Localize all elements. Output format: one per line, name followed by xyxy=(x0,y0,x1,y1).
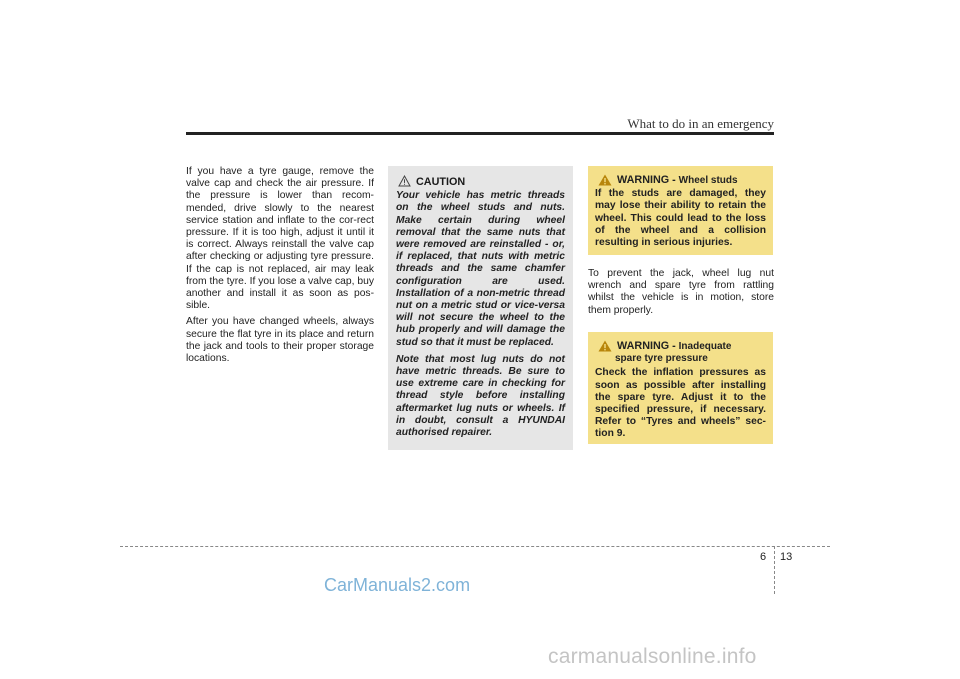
left-column xyxy=(186,166,374,369)
header-rule xyxy=(186,132,774,135)
secure-tyre-paragraph: After you have changed wheels, always secure the flat tyre in its place and return the jack and tools to their proper storage locations. xyxy=(186,316,374,365)
warning-label: WARNING - xyxy=(617,174,676,186)
footer-divider xyxy=(774,546,775,594)
warning-label: WARNING - xyxy=(617,340,676,352)
watermark-carmanuals2[interactable]: CarManuals2.com xyxy=(324,575,471,595)
storage-paragraph: To prevent the jack, wheel lug nut wrench and spare tyre from rattling whilst the vehicle is in motion, store them properly. xyxy=(588,268,774,316)
chapter-number: 6 xyxy=(760,551,767,563)
footer-rule xyxy=(120,546,830,547)
warning-text: If the studs are damaged, they may lose their ability to retain the wheel. This could lead to the loss of the wheel and a collision resulting in serious injuries. xyxy=(595,188,766,249)
page-number: 13 xyxy=(780,551,793,563)
caution-paragraph: Your vehicle has metric threads on the wheel studs and nuts. Make certain during wheel removal that the same nuts that were removed are reinstalled - or, if replaced, that nuts with metric threads and the same chamfer configuration are used. Installation of a non-metric thread nut on a metric stud or vice-versa will not secure the wheel to the hub properly and will damage the stud so that it must be replaced. xyxy=(396,190,565,348)
caution-title: CAUTION xyxy=(416,176,466,188)
warning-box-wheel-studs xyxy=(588,166,773,255)
warning-subject: Inadequate xyxy=(678,341,732,352)
tyre-gauge-paragraph: If you have a tyre gauge, remove the valve cap and check the air pressure. If the pressure is lower than recom-mended, drive slowly to the nearest service station and inflate to the cor-rect pressure. If it is too high, adjust it until it is correct. Always reinstall the valve cap after checking or adjusting tyre pressure. If the cap is not replaced, air may leak from the tyre. If you lose a valve cap, buy another and install it as soon as pos-sible. xyxy=(186,166,374,312)
warning-triangle-icon xyxy=(598,340,612,352)
caution-header xyxy=(396,174,565,188)
warning-subject: Wheel studs xyxy=(678,175,738,186)
warning-header xyxy=(595,174,766,187)
caution-triangle-icon xyxy=(398,175,411,187)
header-title: What to do in an emergency xyxy=(627,116,774,131)
watermark-carmanualsonline[interactable]: carmanualsonline.info xyxy=(548,645,757,668)
warning-header xyxy=(595,340,766,353)
caution-note-paragraph: Note that most lug nuts do not have metric threads. Be sure to use extreme care in checking for thread style before installing aftermarket lug nuts or wheels. If in doubt, consult a HYUNDAI authorised repairer. xyxy=(396,353,565,439)
caution-box xyxy=(388,166,573,450)
warning-subject-line2: spare tyre pressure xyxy=(615,353,708,365)
warning-box-spare-tyre xyxy=(588,332,773,444)
warning-text: Check the inflation pressures as soon as possible after installing the spare tyre. Adjust it to the specified pressure, if necessary. Refer to “Tyres and wheels” sec-tion 9. xyxy=(595,367,766,440)
warning-triangle-icon xyxy=(598,174,612,186)
